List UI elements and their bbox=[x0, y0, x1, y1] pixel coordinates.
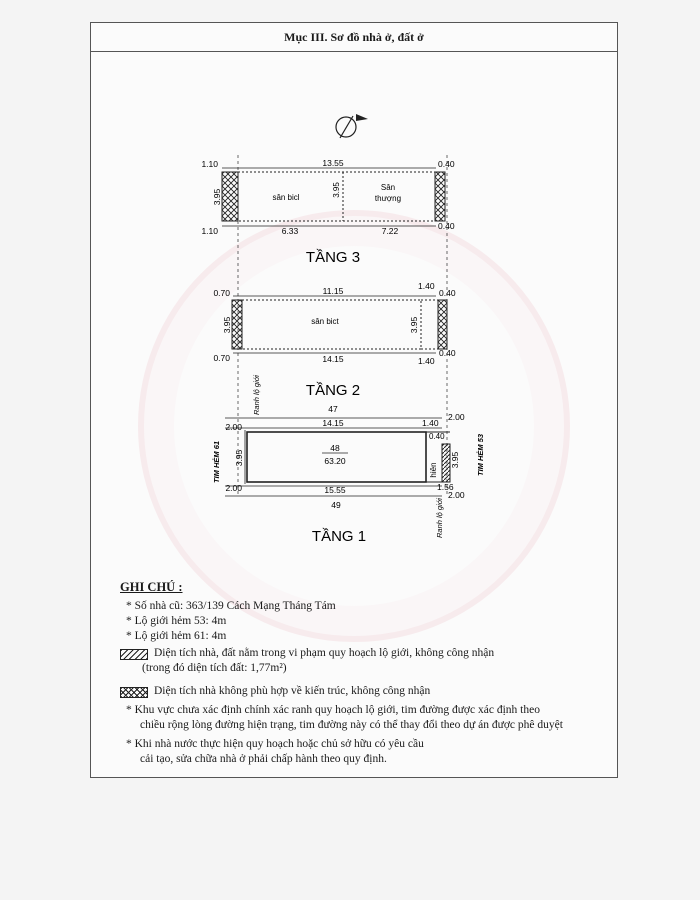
note-item: chiều rộng lòng đường hiện trạng, tim đường này có thể thay đổi theo dự án được phê duyệt bbox=[140, 719, 563, 731]
f1-dim-left-top: 2.00 bbox=[225, 422, 242, 432]
f1-dim-left-bot: 2.00 bbox=[225, 483, 242, 493]
f2-dim-right-top-a: 1.40 bbox=[418, 281, 435, 291]
f3-dim-mid-side: 3.95 bbox=[332, 182, 341, 198]
north-arrow-icon bbox=[336, 114, 368, 138]
f1-dim-left-side: 3.95 bbox=[234, 449, 244, 467]
note-item: cải tạo, sửa chữa nhà ở phải chấp hành theo quy định. bbox=[140, 753, 387, 765]
f3-dim-left-bot: 1.10 bbox=[201, 226, 218, 236]
f2-dim-right-top-b: 0.40 bbox=[439, 288, 456, 298]
f3-dim-left-side: 3.95 bbox=[212, 188, 222, 206]
f1-area: 63.20 bbox=[324, 456, 346, 466]
f1-hien-label: hiên bbox=[429, 462, 438, 478]
f1-tim-hem-61: TIM HẺM 61 bbox=[212, 440, 221, 484]
floor-1-plan bbox=[212, 375, 485, 545]
f2-dim-left-bot: 0.70 bbox=[213, 353, 230, 363]
f1-lot-bot: 49 bbox=[331, 500, 341, 510]
note-item: * Lộ giới hẻm 61: 4m bbox=[126, 630, 227, 642]
f2-dim-right-side: 3.95 bbox=[409, 316, 419, 334]
floor-3-plan bbox=[201, 158, 454, 266]
floor-3-title: TẦNG 3 bbox=[305, 249, 361, 266]
floor-1-title: TẦNG 1 bbox=[311, 528, 367, 545]
f1-dim-right-bot-a: 1.56 bbox=[437, 482, 454, 492]
f3-dim-top: 13.55 bbox=[322, 158, 344, 168]
f1-ranh-left: Ranh lộ giới bbox=[252, 375, 261, 415]
f2-dim-top: 11.15 bbox=[322, 286, 344, 296]
f1-dim-right-side: 3.95 bbox=[450, 451, 460, 469]
legend-row-hatch bbox=[120, 646, 620, 661]
f2-room: sân bict bbox=[311, 317, 339, 326]
f1-lot-top: 47 bbox=[328, 404, 338, 414]
note-item: * Khi nhà nước thực hiện quy hoạch hoặc chủ sở hữu có yêu cầu bbox=[126, 738, 424, 750]
f2-dim-right-bot-b: 0.40 bbox=[439, 348, 456, 358]
f1-tim-hem-53: TIM HẺM 53 bbox=[476, 433, 485, 477]
f3-dim-bot-right: 7.22 bbox=[381, 226, 399, 236]
f1-lot-mid: 48 bbox=[330, 443, 340, 453]
f1-dim-top: 14.15 bbox=[322, 418, 344, 428]
f1-dim-right-top-b: 2.00 bbox=[448, 412, 465, 422]
legend-hatch-sub: (trong đó diện tích đất: 1,77m²) bbox=[142, 662, 287, 674]
f3-dim-bot-left: 6.33 bbox=[281, 226, 299, 236]
f3-room-left: sân bicl bbox=[272, 193, 300, 202]
hatch-legend-icon bbox=[120, 649, 148, 660]
f3-dim-right-bot: 0.40 bbox=[438, 221, 455, 231]
f3-dim-left-top: 1.10 bbox=[201, 159, 218, 169]
legend-row-crosshatch bbox=[120, 684, 620, 699]
f2-dim-right-bot-a: 1.40 bbox=[418, 356, 435, 366]
f1-dim-bot: 15.55 bbox=[324, 485, 346, 495]
note-item: * Khu vực chưa xác định chính xác ranh quy hoạch lộ giới, tim đường được xác định theo bbox=[126, 704, 540, 716]
notes-section bbox=[120, 580, 620, 767]
f3-room-right-2: thượng bbox=[374, 194, 402, 203]
floor-2-title: TẦNG 2 bbox=[305, 382, 361, 399]
f1-ranh-right: Ranh lộ giới bbox=[435, 498, 444, 538]
f1-dim-right-small: 0.40 bbox=[429, 432, 445, 441]
legend-crosshatch-text: Diện tích nhà không phù hợp về kiến trúc, không công nhận bbox=[154, 685, 431, 697]
f1-dim-right-bot-b: 2.00 bbox=[448, 490, 465, 500]
f2-dim-left-side: 3.95 bbox=[222, 316, 232, 334]
floor-2-plan bbox=[213, 281, 455, 399]
notes-title: GHI CHÚ : bbox=[120, 580, 183, 594]
f3-dim-right-top: 0.40 bbox=[438, 159, 455, 169]
f3-room-right-1: Sân bbox=[380, 183, 396, 192]
crosshatch-legend-icon bbox=[120, 687, 148, 698]
section-title: Mục III. Sơ đồ nhà ở, đất ở bbox=[91, 23, 617, 52]
note-item: * Lộ giới hẻm 53: 4m bbox=[126, 615, 227, 627]
f2-dim-left-top: 0.70 bbox=[213, 288, 230, 298]
note-item: * Số nhà cũ: 363/139 Cách Mạng Tháng Tám bbox=[126, 600, 336, 612]
f1-dim-right-top-a: 1.40 bbox=[422, 418, 439, 428]
f2-dim-bot: 14.15 bbox=[322, 354, 344, 364]
legend-hatch-text: Diện tích nhà, đất nằm trong vi phạm quy hoạch lộ giới, không công nhận bbox=[154, 647, 495, 659]
